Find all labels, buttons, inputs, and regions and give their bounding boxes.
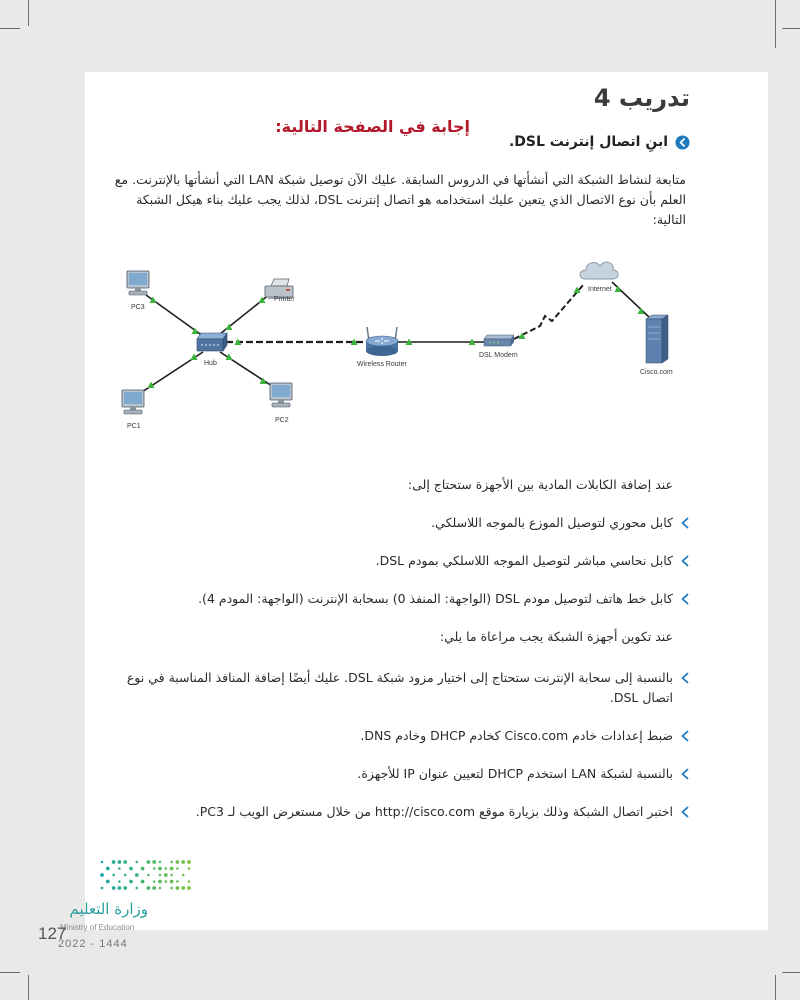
link-up-indicator [615, 286, 622, 293]
logo-dot [187, 886, 191, 890]
logo-dot [164, 873, 168, 877]
list-item [105, 802, 690, 822]
list-item-text: كابل خط هاتف لتوصيل مودم DSL (الواجهة: المنفذ 0) بسحابة الإنترنت (الواجهة: المودم 4). [198, 591, 673, 606]
logo-dot [170, 861, 173, 864]
instructions [105, 475, 690, 840]
logo-dot [129, 880, 133, 884]
logo-dot [153, 880, 156, 883]
logo-dot [118, 886, 122, 890]
logo-dot [135, 873, 139, 877]
list-item-text: بالنسبة إلى سحابة الإنترنت ستحتاج إلى اختيار مزود شبكة DSL. عليك أيضًا إضافة المنافذ المناسبة في نوع اتصال DSL. [126, 670, 673, 705]
crop-mark [0, 972, 20, 973]
logo-dot [100, 873, 104, 877]
logo-dot [182, 874, 185, 877]
logo-dot [176, 860, 180, 864]
logo-dot [118, 860, 122, 864]
logo-dot [129, 867, 133, 871]
config-heading: عند تكوين أجهزة الشبكة يجب مراعاة ما يلي: [439, 629, 673, 644]
printer-label: Printer [274, 296, 295, 303]
ministry-name-arabic: وزارة التعليم [69, 900, 148, 918]
logo-dot [165, 880, 168, 883]
chevron-bullet-icon [680, 593, 690, 605]
logo-dot [159, 887, 162, 890]
logo-dot [153, 867, 156, 870]
list-item-text: كابل محوري لتوصيل الموزع بالموجه اللاسلكي. [431, 515, 673, 530]
network-diagram [90, 250, 700, 440]
router-label: Wireless Router [357, 361, 407, 368]
logo-dot [141, 880, 145, 884]
logo-dot [181, 860, 185, 864]
list-item [105, 551, 690, 571]
cables-heading: عند إضافة الكابلات المادية بين الأجهزة ستحتاج إلى: [407, 477, 673, 492]
pc1-computer-icon[interactable] [122, 390, 144, 414]
logo-dot [136, 887, 139, 890]
list-item [105, 726, 690, 746]
logo-dot [101, 861, 104, 864]
logo-dot [159, 861, 162, 864]
crop-mark [775, 975, 776, 1000]
logo-dot [176, 880, 179, 883]
link-modem-internet [514, 284, 584, 339]
crop-mark [0, 28, 20, 29]
logo-dot [176, 886, 180, 890]
ministry-logo [98, 858, 193, 894]
internet-label: Internet [588, 286, 612, 293]
logo-dot [159, 874, 162, 877]
logo-dot [158, 880, 162, 884]
logo-dot [124, 874, 127, 877]
logo-dot [152, 860, 156, 864]
logo-dot [101, 887, 104, 890]
logo-dot [188, 867, 191, 870]
list-item-text: كابل نحاسي مباشر لتوصيل الموجه اللاسلكي بمودم DSL. [375, 553, 673, 568]
task-heading-text: ابنِ اتصال إنترنت DSL. [508, 134, 668, 150]
list-item [105, 764, 690, 784]
logo-dot [170, 867, 174, 871]
logo-dot [112, 860, 116, 864]
pc3-computer-icon[interactable] [127, 271, 149, 295]
crop-mark [28, 975, 29, 1000]
pc2-label: PC2 [275, 417, 289, 424]
logo-dot [152, 886, 156, 890]
list-item-text: بالنسبة لشبكة LAN استخدم DHCP لتعيين عنوان IP للأجهزة. [357, 766, 673, 781]
logo-dot [106, 880, 110, 884]
logo-dot [147, 874, 150, 877]
logo-dot [147, 886, 151, 890]
logo-dot [118, 880, 121, 883]
logo-dot [106, 867, 110, 871]
crop-mark [782, 28, 800, 29]
pc1-label: PC1 [127, 423, 141, 430]
crop-mark [775, 0, 776, 48]
internet-cloud-icon[interactable] [580, 262, 618, 279]
list-item-text: ضبط إعدادات خادم Cisco.com كخادم DHCP وخادم DNS. [360, 728, 673, 743]
logo-dot [141, 867, 145, 871]
hub-icon[interactable] [197, 333, 227, 351]
logo-dot [158, 867, 162, 871]
logo-dot [181, 886, 185, 890]
chevron-bullet-icon [680, 768, 690, 780]
logo-dot [170, 874, 173, 877]
chevron-bullet-icon [680, 672, 690, 684]
logo-dot [188, 880, 191, 883]
crop-mark [28, 0, 29, 26]
logo-dot [112, 886, 116, 890]
logo-dot [118, 867, 121, 870]
list-item-text: اختبر اتصال الشبكة وذلك بزيارة موقع http://cisco.com من خلال مستعرض الويب لـ PC3. [195, 804, 673, 819]
logo-dot [123, 860, 127, 864]
wireless-router-icon[interactable] [366, 327, 398, 356]
chevron-bullet-icon [680, 730, 690, 742]
pc2-computer-icon[interactable] [270, 383, 292, 407]
answer-note: إجابة في الصفحة التالية: [275, 117, 470, 136]
logo-dot [170, 880, 174, 884]
ministry-logo-dots [100, 860, 191, 890]
logo-dot [136, 861, 139, 864]
list-item [105, 513, 690, 533]
chevron-circle-icon [675, 135, 690, 150]
hub-label: Hub [204, 360, 217, 367]
logo-dot [170, 887, 173, 890]
device-labels [127, 286, 673, 430]
pc3-label: PC3 [131, 304, 145, 311]
dsl-modem-icon[interactable] [484, 335, 514, 346]
modem-label: DSL Modem [479, 352, 518, 359]
logo-dot [147, 860, 151, 864]
intro-paragraph: متابعة لنشاط الشبكة التي أنشأتها في الدروس السابقة. عليك الآن توصيل شبكة LAN التي أنشأتها بالإنترنت. مع العلم بأن نوع الاتصال الذي يتعين عليك استخدامه هو اتصال إنترنت DSL، لذلك يجب عليك بناء هيكل الشبكة التالية: [114, 172, 686, 227]
chevron-bullet-icon [680, 806, 690, 818]
list-item [105, 589, 690, 609]
logo-dot [176, 867, 179, 870]
server-label: Cisco.com [640, 369, 673, 376]
logo-dot [123, 886, 127, 890]
logo-dot [112, 874, 115, 877]
logo-dot [187, 860, 191, 864]
chevron-bullet-icon [680, 555, 690, 567]
page-number: 127 [38, 924, 67, 943]
exercise-title: تدريب 4 [593, 84, 690, 112]
chevron-bullet-icon [680, 517, 690, 529]
task-heading [509, 134, 690, 150]
ministry-name-english: Ministry of Education [60, 923, 135, 932]
edition-year: 2022 - 1444 [58, 938, 128, 950]
server-icon[interactable] [646, 315, 668, 363]
logo-dot [165, 867, 168, 870]
crop-mark [782, 972, 800, 973]
list-item [105, 668, 690, 708]
